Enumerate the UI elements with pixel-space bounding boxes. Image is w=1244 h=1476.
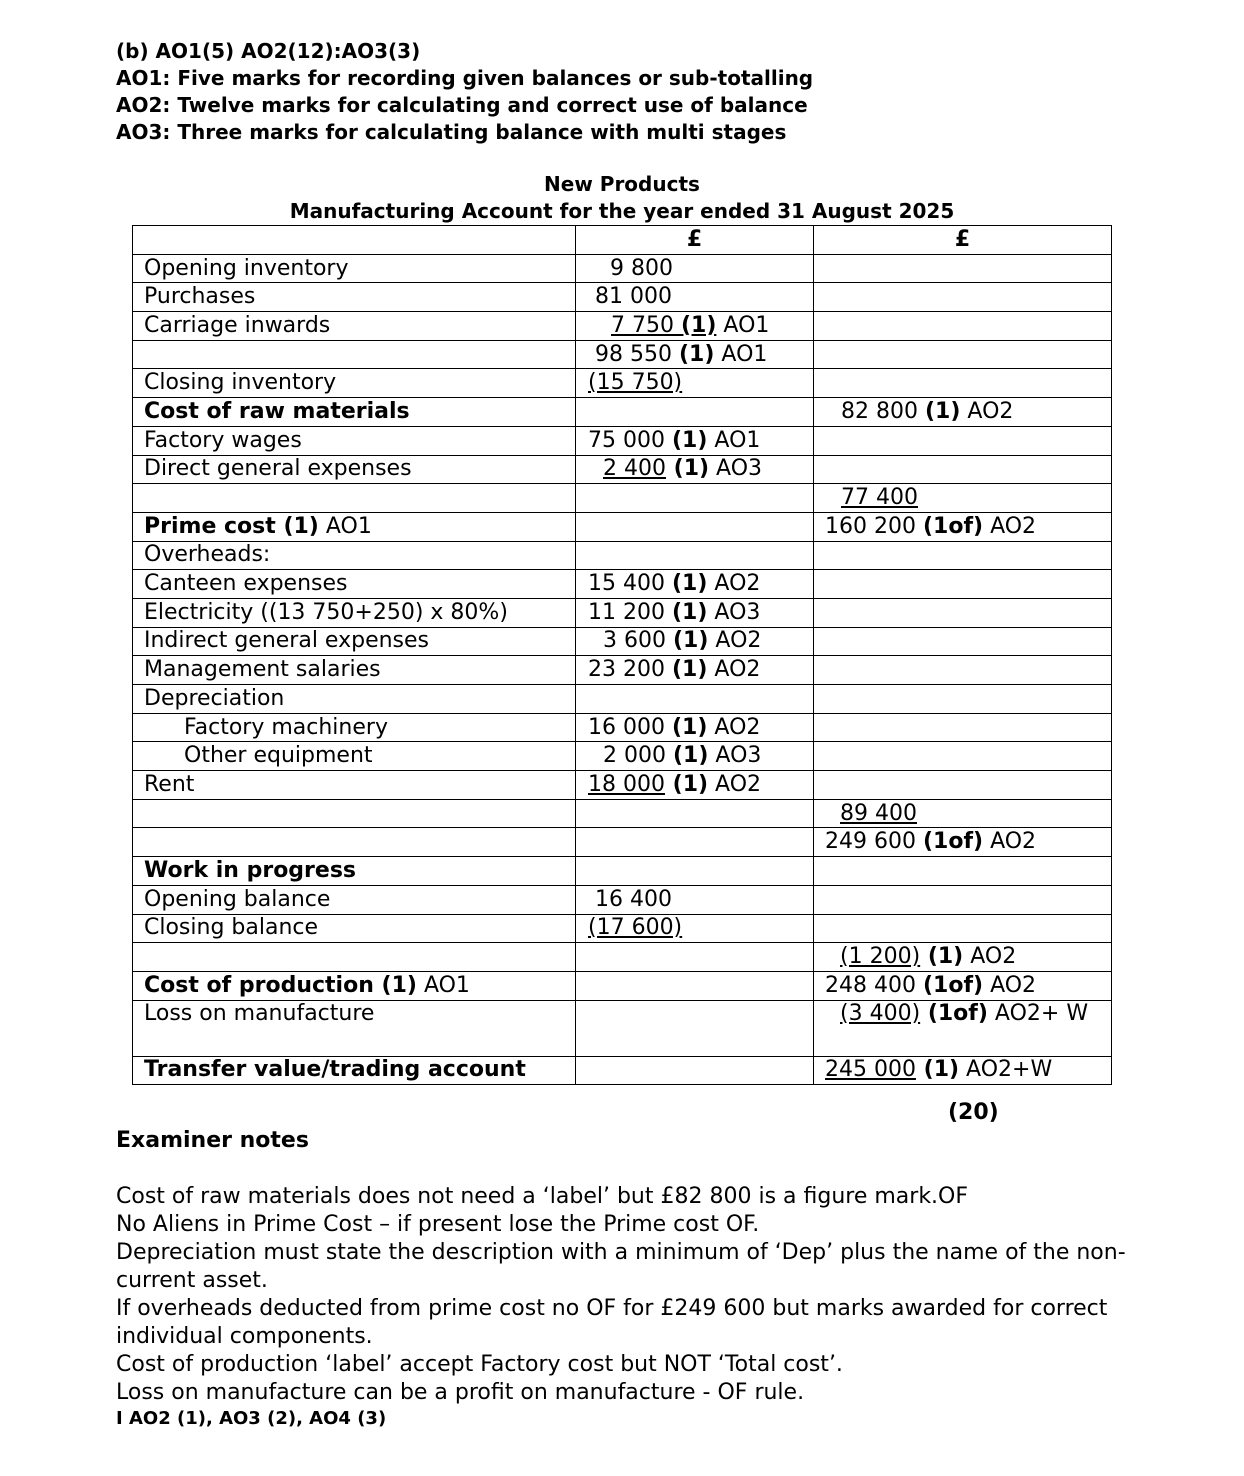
table-row [133,713,1112,742]
row-description: Cost of raw materials [133,398,576,427]
assessment-objective: AO2 [983,829,1037,855]
row-description: Transfer value/trading account [133,1056,576,1085]
amount: 75 000 [588,427,672,453]
table-row [133,914,1112,943]
row-value-1 [576,340,814,369]
mark: (1of) [920,1000,988,1026]
table-row [133,369,1112,398]
mark: (1) [671,571,708,597]
table-row [133,340,1112,369]
row-value-1 [576,455,814,484]
row-value-2 [814,971,1112,1000]
note-item: Cost of raw materials does not need a ‘label’ but £82 800 is a figure mark.OF [116,1184,969,1209]
mark: (1of) [922,829,984,855]
total-marks: (20) [948,1100,999,1125]
table-row [133,512,1112,541]
row-value-2 [814,1056,1112,1085]
mark: (1) [671,427,708,453]
amount: (1 200) [840,944,921,970]
row-value-1 [576,627,814,656]
assessment-objective: AO2+ W [987,1000,1089,1026]
table-row [133,885,1112,914]
amount: 7 750 [611,312,681,338]
table-row [133,312,1112,341]
assessment-objective: AO3 [709,456,763,482]
mark: (1of) [922,513,984,539]
row-description [133,512,576,541]
assessment-objective: AO1 [416,972,470,998]
assessment-objective: AO2 [983,972,1037,998]
table-row [133,254,1112,283]
amount: 15 400 [588,571,672,597]
amount: 249 600 [825,829,923,855]
row-value-1 [576,713,814,742]
amount: 23 200 [588,657,672,683]
amount: 248 400 [825,972,923,998]
amount: 77 400 [841,485,918,511]
label: Prime cost (1) [144,513,319,539]
mark: (1) [680,312,717,338]
row-description [133,971,576,1000]
assessment-objective: AO2 [983,513,1037,539]
row-value-1 [576,914,814,943]
column-1-heading: £ [576,226,814,255]
row-value-1 [576,426,814,455]
row-value-2 [814,799,1112,828]
row-value-1 [576,771,814,800]
mark: (1of) [922,972,984,998]
mark: (1) [671,599,708,625]
assessment-objective: AO1 [707,427,761,453]
table-row [133,742,1112,771]
table-row [133,455,1112,484]
row-description: Purchases [133,283,576,312]
row-value-1 [576,312,814,341]
row-description: Depreciation [133,685,576,714]
amount: 11 200 [588,599,672,625]
table-row [133,570,1112,599]
manufacturing-account-table [132,225,1112,1085]
row-value-2 [814,943,1112,972]
row-value-1 [576,742,814,771]
amount: 18 000 [588,771,665,797]
marks-header-line-3: AO2: Twelve marks for calculating and correct use of balance [116,93,808,117]
row-description: Electricity ((13 750+250) x 80%) [133,598,576,627]
label: Cost of production (1) [144,972,417,998]
assessment-objective: AO2 [708,628,762,654]
row-description: Rent [133,771,576,800]
amount: 160 200 [825,513,923,539]
header-blank-cell [133,226,576,255]
assessment-objective: AO2 [960,398,1014,424]
row-value-2 [814,512,1112,541]
row-description: Loss on manufacture [133,1000,576,1056]
mark: (1) [678,341,715,367]
amount: (17 600) [588,915,683,941]
amount: 3 600 [603,628,673,654]
mark: (1) [664,771,709,797]
assessment-footer: I AO2 (1), AO3 (2), AO4 (3) [116,1408,387,1429]
table-row [133,799,1112,828]
mark: (1) [920,944,964,970]
amount: 16 000 [588,714,672,740]
row-value-1 [576,570,814,599]
note-item: Loss on manufacture can be a profit on manufacture - OF rule. [116,1380,805,1405]
table-row [133,627,1112,656]
row-value-2 [814,398,1112,427]
table-row [133,857,1112,886]
amount: 89 400 [840,800,917,826]
table-row [133,283,1112,312]
row-description: Carriage inwards [133,312,576,341]
table-row [133,598,1112,627]
row-description: Other equipment [133,742,576,771]
account-title: Manufacturing Account for the year ended 31 August 2025 [289,199,955,223]
row-description: Indirect general expenses [133,627,576,656]
table-row [133,1000,1112,1056]
row-description: Work in progress [133,857,576,886]
assessment-objective: AO2+W [959,1057,1053,1083]
assessment-objective: AO2 [707,657,761,683]
table-row [133,656,1112,685]
amount: 245 000 [825,1057,916,1083]
row-description: Closing inventory [133,369,576,398]
mark: (1) [665,456,710,482]
row-value-2 [814,484,1112,513]
mark: (1) [671,714,708,740]
row-value-2 [814,828,1112,857]
row-description: Factory wages [133,426,576,455]
row-description: Overheads: [133,541,576,570]
note-item: Depreciation must state the description with a minimum of ‘Dep’ plus the name of the non-current asset. [116,1240,1126,1293]
assessment-objective: AO2 [707,571,761,597]
assessment-objective: AO1 [716,312,770,338]
row-description: Management salaries [133,656,576,685]
assessment-objective: AO1 [318,513,372,539]
table-row [133,426,1112,455]
examiner-notes-heading: Examiner notes [116,1128,309,1153]
table-row [133,541,1112,570]
row-description: Factory machinery [133,713,576,742]
row-value-2 [814,1000,1112,1056]
amount: (15 750) [588,370,683,396]
table-row [133,1056,1112,1085]
assessment-objective: AO2 [707,714,761,740]
marks-header-line-2: AO1: Five marks for recording given balances or sub-totalling [116,66,814,90]
amount: 98 550 [595,341,679,367]
mark: (1) [915,1057,960,1083]
amount: 2 000 [603,743,673,769]
assessment-objective: AO2 [963,944,1017,970]
table-row [133,971,1112,1000]
row-description: Opening balance [133,885,576,914]
table-row [133,828,1112,857]
row-description: Direct general expenses [133,455,576,484]
row-description: Canteen expenses [133,570,576,599]
table-row [133,943,1112,972]
row-description: Closing balance [133,914,576,943]
assessment-objective: AO3 [707,599,761,625]
note-item: Cost of production ‘label’ accept Factory cost but NOT ‘Total cost’. [116,1352,843,1377]
mark: (1) [672,743,709,769]
examiner-notes [116,1183,1136,1407]
table-row [133,771,1112,800]
amount: 82 800 [841,398,925,424]
note-item: No Aliens in Prime Cost – if present lose the Prime cost OF. [116,1212,760,1237]
assessment-objective: AO1 [714,341,768,367]
marks-header-line-4: AO3: Three marks for calculating balance with multi stages [116,120,787,144]
row-description: Opening inventory [133,254,576,283]
assessment-objective: AO2 [708,771,762,797]
business-name: New Products [544,172,700,196]
row-value-1 [576,598,814,627]
mark: (1) [671,657,708,683]
table-row [133,398,1112,427]
assessment-objective: AO3 [708,743,762,769]
column-2-heading: £ [814,226,1112,255]
table-header-row [133,226,1112,255]
row-value-1: 9 800 [576,254,814,283]
amount: 2 400 [603,456,666,482]
marks-header-line-1: (b) AO1(5) AO2(12):AO3(3) [116,39,421,63]
row-value-1: 16 400 [576,885,814,914]
row-value-1 [576,369,814,398]
amount: (3 400) [840,1000,921,1026]
row-value-1 [576,656,814,685]
table-row [133,484,1112,513]
table-row [133,685,1112,714]
mark: (1) [672,628,709,654]
mark: (1) [924,398,961,424]
row-value-1: 81 000 [576,283,814,312]
note-item: If overheads deducted from prime cost no OF for £249 600 but marks awarded for correct individual components. [116,1296,1108,1349]
